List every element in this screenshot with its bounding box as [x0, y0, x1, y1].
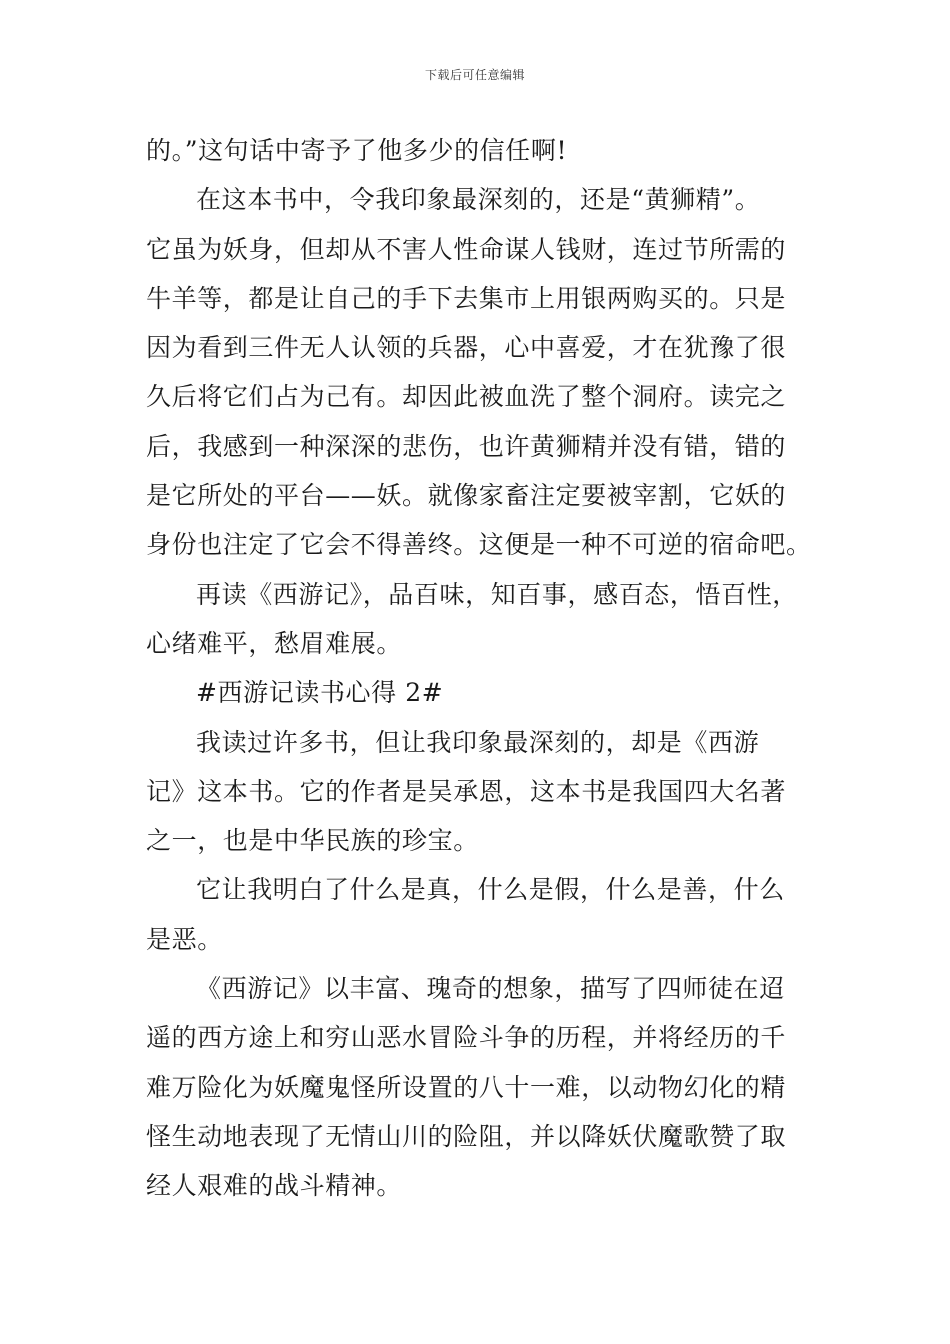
section-heading: #西游记读书心得 2# [196, 678, 444, 708]
text-line: 牛羊等，都是让自己的手下去集市上用银两购买的。只是 [146, 283, 787, 313]
text-line: 再读《西游记》，品百味，知百事，感百态，悟百性， [196, 579, 798, 609]
text-line: 记》这本书。它的作者是吴承恩，这本书是我国四大名著 [146, 776, 787, 806]
text-line: 因为看到三件无人认领的兵器，心中喜爱，才在犹豫了很 [146, 333, 787, 363]
text-line: 经人艰难的战斗精神。 [146, 1171, 403, 1201]
document-body [146, 126, 810, 1211]
text-line: 的。”这句话中寄予了他多少的信任啊! [146, 136, 568, 165]
text-line: 《西游记》以丰富、瑰奇的想象，描写了四师徒在迢 [196, 974, 785, 1004]
text-line: 心绪难平，愁眉难展。 [146, 628, 403, 658]
text-line: 它虽为妖身，但却从不害人性命谋人钱财，连过节所需的 [146, 234, 787, 264]
text-line: 身份也注定了它会不得善终。这便是一种不可逆的宿命吧。 [146, 530, 812, 560]
text-line: 之一，也是中华民族的珍宝。 [146, 826, 479, 856]
text-line: 它让我明白了什么是真，什么是假，什么是善，什么 [196, 875, 785, 905]
page-header: 下载后可任意编辑 [424, 68, 525, 82]
text-line: 是恶。 [146, 924, 223, 954]
text-line: 遥的西方途上和穷山恶水冒险斗争的历程，并将经历的千 [146, 1023, 787, 1053]
text-line: 我读过许多书，但让我印象最深刻的，却是《西游 [196, 727, 760, 757]
text-line: 久后将它们占为己有。却因此被血洗了整个洞府。读完之 [146, 382, 787, 412]
text-line: 后，我感到一种深深的悲伤，也许黄狮精并没有错，错的 [146, 431, 787, 461]
text-line: 在这本书中，令我印象最深刻的，还是“黄狮精”。 [196, 185, 761, 215]
text-line: 难万险化为妖魔鬼怪所设置的八十一难，以动物幻化的精 [146, 1072, 787, 1102]
text-line: 是它所处的平台——妖。就像家畜注定要被宰割，它妖的 [146, 481, 787, 511]
text-line: 怪生动地表现了无情山川的险阻，并以降妖伏魔歌赞了取 [146, 1121, 787, 1151]
